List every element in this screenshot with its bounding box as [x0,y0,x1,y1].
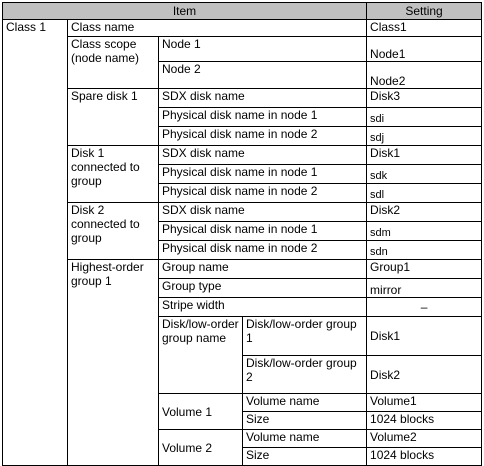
row-label: Stripe width [159,298,367,317]
setting-column-header: Setting [367,3,482,20]
row-label: Physical disk name in node 1 [159,108,367,127]
setting-value: 1024 blocks [367,412,482,430]
table-row [3,37,482,62]
setting-value: sdk [367,165,482,184]
row-label: Volume name [243,430,367,448]
header-row [3,3,482,20]
setting-value: Disk2 [367,203,482,222]
setting-value: Disk1 [367,317,482,356]
row-label: Volume name [243,394,367,412]
setting-value: – [367,298,482,317]
row-label: Node 2 [159,62,367,89]
group-label: Highest-order group 1 [68,260,159,466]
setting-value: Node2 [367,62,482,89]
row-label: SDX disk name [159,146,367,165]
setting-value: Group1 [367,260,482,279]
row-label: Size [243,448,367,466]
group-label: Class scope (node name) [68,37,159,89]
settings-table [2,2,482,466]
table-row [3,260,482,279]
row-label: Physical disk name in node 2 [159,184,367,203]
subgroup-label: Volume 1 [159,394,243,430]
setting-value: sdn [367,241,482,260]
setting-value: sdj [367,127,482,146]
row-label: Physical disk name in node 2 [159,127,367,146]
row-label: Physical disk name in node 1 [159,165,367,184]
group-label: Disk 2 connected to group [68,203,159,260]
setting-value: Volume1 [367,394,482,412]
table-row [3,146,482,165]
row-label: Size [243,412,367,430]
subgroup-label: Disk/low-order group name [159,317,243,394]
subgroup-label: Volume 2 [159,430,243,466]
setting-value: Volume2 [367,430,482,448]
setting-value: sdm [367,222,482,241]
setting-value: Disk1 [367,146,482,165]
setting-value: Class1 [367,20,482,37]
row-label: Group name [159,260,367,279]
row-label: Class name [68,20,367,37]
row-label: Disk/low-order group 1 [243,317,367,356]
setting-value: Node1 [367,37,482,62]
table-row [3,203,482,222]
row-label: Physical disk name in node 1 [159,222,367,241]
table-row [3,89,482,108]
table-row [3,20,482,37]
setting-value: Disk2 [367,356,482,394]
row-label: Node 1 [159,37,367,62]
setting-value: Disk3 [367,89,482,108]
group-label: Disk 1 connected to group [68,146,159,203]
row-label: SDX disk name [159,203,367,222]
setting-value: sdl [367,184,482,203]
class-label: Class 1 [3,20,68,466]
row-label: Group type [159,279,367,298]
row-label: Physical disk name in node 2 [159,241,367,260]
row-label: Disk/low-order group 2 [243,356,367,394]
setting-value: 1024 blocks [367,448,482,466]
setting-value: sdi [367,108,482,127]
setting-value: mirror [367,279,482,298]
group-label: Spare disk 1 [68,89,159,146]
item-column-header: Item [3,3,367,20]
row-label: SDX disk name [159,89,367,108]
